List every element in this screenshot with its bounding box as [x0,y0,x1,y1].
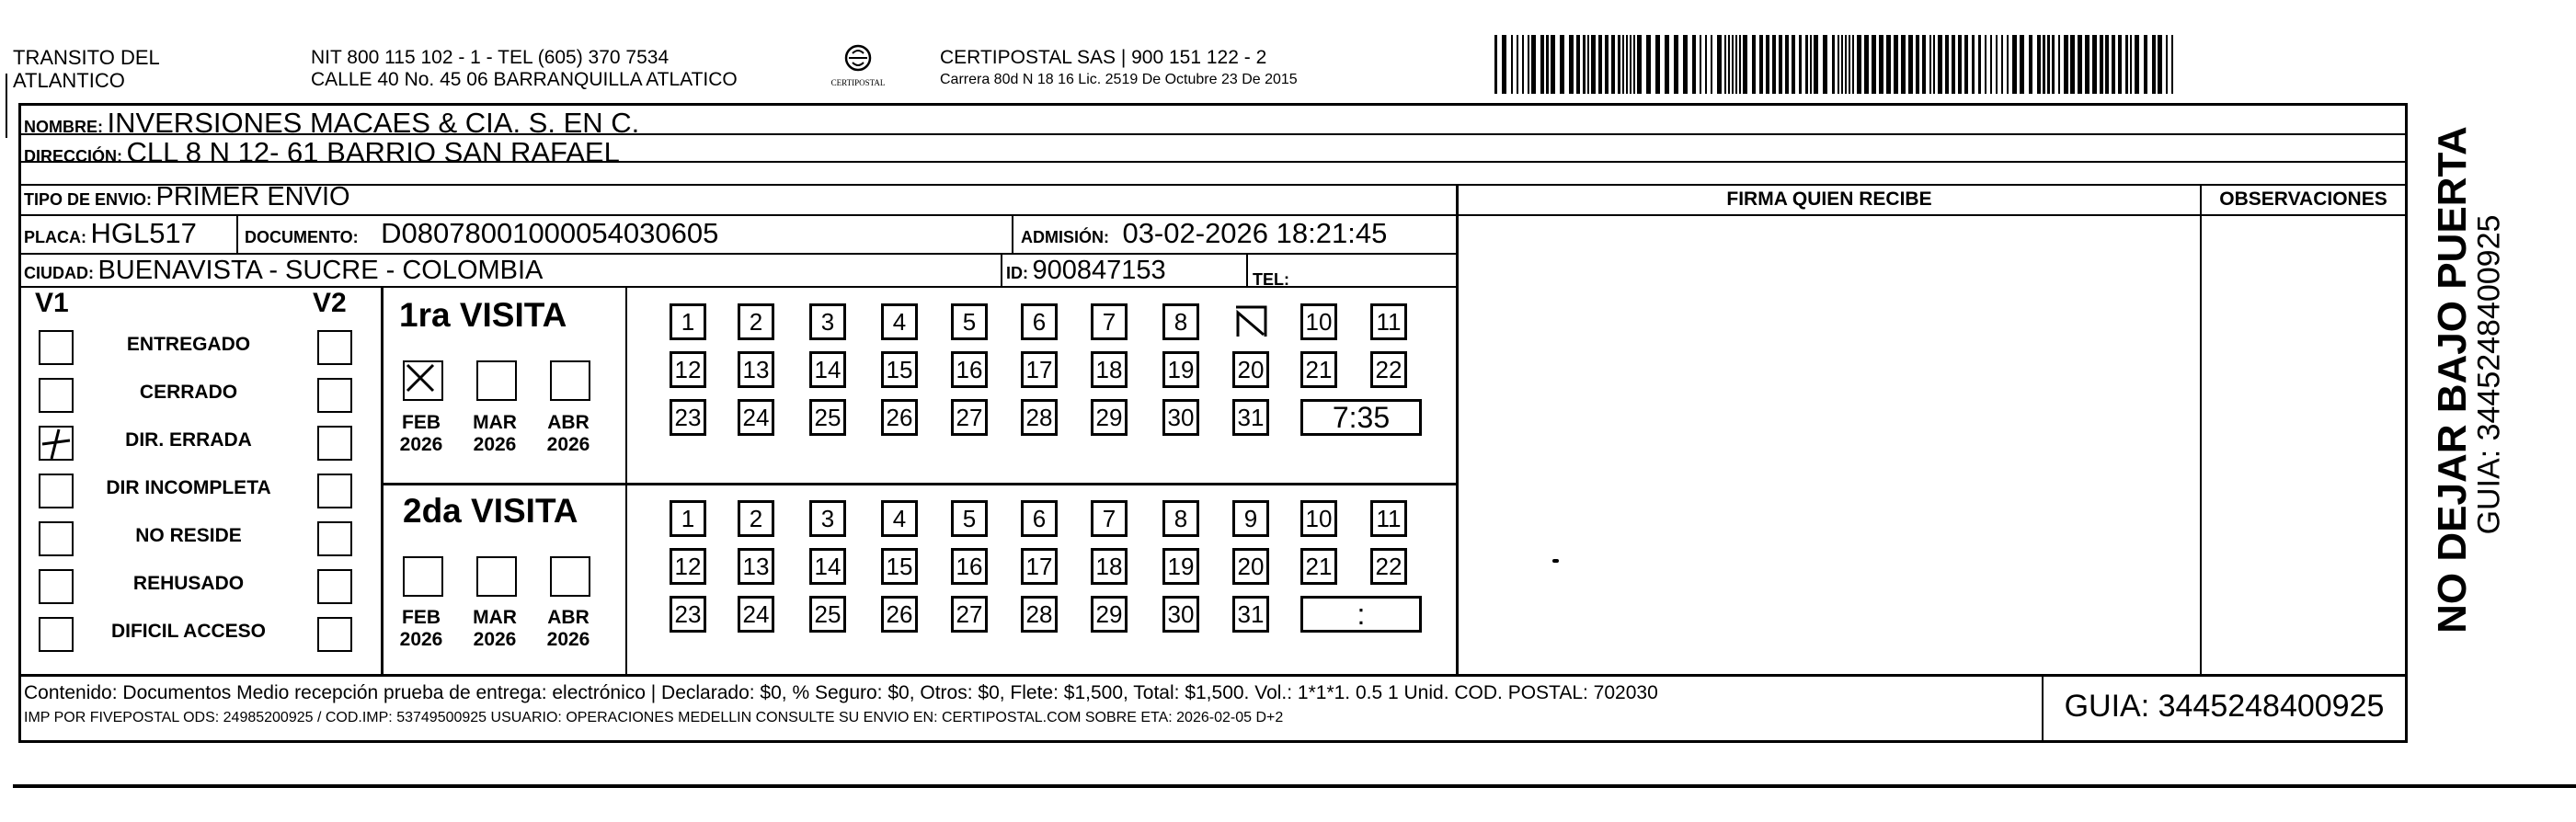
day-box[interactable]: 26 [881,596,918,633]
carrier-license: Carrera 80d N 18 16 Lic. 2519 De Octubre 23 De 2015 [940,72,1298,87]
day-box[interactable]: 2 [738,500,774,537]
day-box[interactable]: 20 [1232,351,1269,388]
month-label: ABR 2026 [546,607,590,650]
ink-dot [1552,559,1559,563]
observations-area[interactable] [2202,216,2405,674]
day-box[interactable]: 28 [1021,596,1058,633]
address-label: DIRECCIÓN: [24,147,122,166]
day-box[interactable]: 10 [1300,303,1337,340]
day-box[interactable]: 7 [1091,303,1128,340]
day-box[interactable]: 13 [738,548,774,585]
day-box[interactable]: 29 [1091,399,1128,436]
footer-guia: GUIA: 3445248400925 [2064,689,2385,724]
day-box[interactable]: 12 [670,548,706,585]
admission-value: 03-02-2026 18:21:45 [1122,217,1388,249]
send-type: PRIMER ENVIO [155,182,350,211]
doc-label: DOCUMENTO: [245,228,359,246]
status-option-label: ENTREGADO [126,334,251,355]
day-box[interactable]: 7 [1091,500,1128,537]
day-box[interactable]: 19 [1162,351,1199,388]
day-box[interactable]: 17 [1021,548,1058,585]
tel-label: TEL: [1253,270,1289,289]
day-box[interactable]: 16 [951,351,988,388]
month-label: ABR 2026 [546,412,590,455]
status-option-label: DIR. ERRADA [125,429,252,451]
day-box[interactable]: 28 [1021,399,1058,436]
company-nit: NIT 800 115 102 - 1 - TEL (605) 370 7534 [311,47,670,68]
id-value: 900847153 [1032,256,1166,285]
day-box[interactable]: 11 [1370,500,1407,537]
month-checkbox[interactable] [403,360,443,401]
day-box[interactable]: 19 [1162,548,1199,585]
day-box[interactable]: 30 [1162,399,1199,436]
admission-label: ADMISIÓN: [1021,228,1109,246]
doc-row [245,217,718,250]
month-checkbox[interactable] [550,360,590,401]
day-box[interactable]: 11 [1370,303,1407,340]
v2-label: V2 [313,288,347,318]
plate-label: PLACA: [24,228,86,246]
day-box[interactable]: 5 [951,303,988,340]
v2-checkbox[interactable] [317,330,352,365]
day-box[interactable] [1232,303,1264,335]
carrier-logo-icon [840,44,876,74]
day-box[interactable]: 8 [1162,500,1199,537]
signature-label: FIRMA QUIEN RECIBE [1726,188,1932,210]
side-text [2410,103,2575,645]
no-dejar-text: NO DEJAR BAJO PUERTA [2430,126,2475,634]
status-option-label: REHUSADO [132,573,245,594]
day-box[interactable]: 2 [738,303,774,340]
month-checkbox[interactable] [403,556,443,597]
signature-area[interactable] [1459,216,2200,674]
day-box[interactable]: 15 [881,548,918,585]
tel-row [1253,259,1289,292]
observations-label: OBSERVACIONES [2219,188,2387,210]
status-option-label: DIR INCOMPLETA [106,477,271,498]
day-box[interactable]: 27 [951,596,988,633]
company-name: TRANSITO DEL ATLANTICO [13,46,160,92]
day-box[interactable]: 3 [809,500,846,537]
day-box[interactable]: 16 [951,548,988,585]
month-label: FEB 2026 [399,607,443,650]
day-box[interactable]: 5 [951,500,988,537]
day-box[interactable]: 31 [1232,399,1269,436]
admission-row [1021,217,1387,250]
footer-content: Contenido: Documentos Medio recepción prueba de entrega: electrónico | Declarado: $0, % Seguro: $0, Otros: $0, Flete: $1,500, Total: $1,500. Vol.: 1*1*1. 0.5 1 Unid. COD. POSTAL: 702030 [24,682,1658,703]
day-box[interactable]: 23 [670,596,706,633]
id-label: ID: [1006,264,1028,282]
recipient-name: INVERSIONES MACAES & CIA. S. EN C. [107,107,640,139]
day-box[interactable]: 18 [1091,548,1128,585]
status-option-label: DIFICIL ACCESO [110,621,266,642]
day-box[interactable]: 4 [881,500,918,537]
company-address: CALLE 40 No. 45 06 BARRANQUILLA ATLATICO [311,69,738,90]
status-option-label: CERRADO [139,382,238,403]
day-box[interactable]: 26 [881,399,918,436]
day-box[interactable]: 1 [670,500,706,537]
day-box[interactable]: 20 [1232,548,1269,585]
day-box[interactable]: 9 [1232,500,1269,537]
day-box[interactable]: 30 [1162,596,1199,633]
day-box[interactable]: 29 [1091,596,1128,633]
day-box[interactable]: 21 [1300,351,1337,388]
v2-checkbox[interactable] [317,521,352,556]
day-box[interactable]: 8 [1162,303,1199,340]
day-box[interactable]: 24 [738,596,774,633]
send-type-label: TIPO DE ENVIO: [24,190,153,209]
day-box[interactable]: 15 [881,351,918,388]
send-type-row [24,182,350,212]
city-row [24,256,543,286]
city-label: CIUDAD: [24,264,94,282]
footer-imp: IMP POR FIVEPOSTAL ODS: 24985200925 / COD.IMP: 53749500925 USUARIO: OPERACIONES MEDELLIN CONSULTE SU ENVIO EN: CERTIPOSTAL.COM SOBRE ETA: 2026-02-05 D+2 [24,710,1284,725]
day-box[interactable]: 25 [809,399,846,436]
month-checkbox[interactable] [476,360,517,401]
month-checkbox[interactable] [550,556,590,597]
month-label: FEB 2026 [399,412,443,455]
name-row [24,107,639,140]
barcode [1494,35,2180,94]
doc-value: D08078001000054030605 [381,217,719,249]
address-row [24,136,620,169]
day-box[interactable]: 1 [670,303,706,340]
id-row [1006,256,1166,286]
day-box[interactable]: 25 [809,596,846,633]
v2-checkbox[interactable] [317,378,352,413]
v2-checkbox[interactable] [317,474,352,508]
city-value: BUENAVISTA - SUCRE - COLOMBIA [97,256,544,285]
day-box[interactable]: 3 [809,303,846,340]
month-checkbox[interactable] [476,556,517,597]
status-option-label: NO RESIDE [135,525,242,546]
day-box[interactable]: 14 [809,351,846,388]
time-box[interactable]: : [1300,596,1422,633]
day-box[interactable]: 24 [738,399,774,436]
visit1-title: 1ra VISITA [399,296,567,334]
v2-checkbox[interactable] [317,569,352,604]
v2-checkbox[interactable] [317,426,352,461]
day-box[interactable]: 21 [1300,548,1337,585]
plate-value: HGL517 [90,217,197,249]
month-label: MAR 2026 [473,607,517,650]
day-box[interactable]: 23 [670,399,706,436]
day-box[interactable]: 18 [1091,351,1128,388]
visit2-title: 2da VISITA [403,492,578,530]
day-box[interactable]: 6 [1021,303,1058,340]
day-box[interactable]: 27 [951,399,988,436]
day-box[interactable]: 6 [1021,500,1058,537]
day-box[interactable]: 10 [1300,500,1337,537]
day-box[interactable]: 12 [670,351,706,388]
day-box[interactable]: 31 [1232,596,1269,633]
day-box[interactable]: 17 [1021,351,1058,388]
month-label: MAR 2026 [473,412,517,455]
day-box[interactable]: 22 [1370,351,1407,388]
day-box[interactable]: 14 [809,548,846,585]
carrier-name: CERTIPOSTAL SAS | 900 151 122 - 2 [940,47,1267,68]
recipient-address: CLL 8 N 12- 61 BARRIO SAN RAFAEL [126,136,620,168]
name-label: NOMBRE: [24,118,103,136]
v1-label: V1 [35,288,69,318]
day-box[interactable]: 4 [881,303,918,340]
day-box[interactable]: 22 [1370,548,1407,585]
time-box[interactable]: 7:35 [1300,399,1422,436]
v2-checkbox[interactable] [317,617,352,652]
plate-row [24,217,197,250]
day-box[interactable]: 13 [738,351,774,388]
side-guia-text: GUIA: 3445248400925 [2471,214,2507,535]
carrier-logo: CERTIPOSTAL [821,44,895,94]
